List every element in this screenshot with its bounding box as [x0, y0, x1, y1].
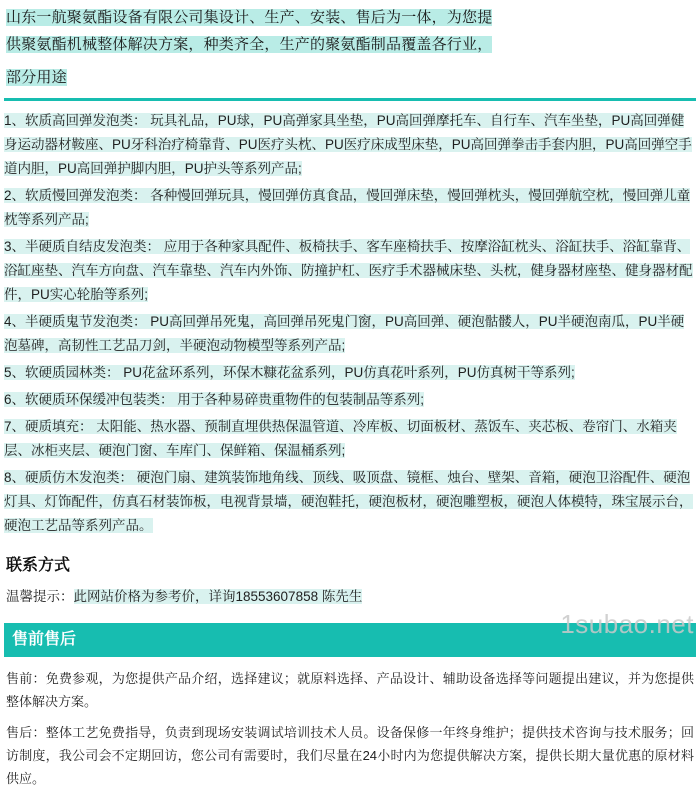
- intro-line-2-text: 供聚氨酯机械整体解决方案，种类齐全，生产的聚氨酯制品覆盖各行业，: [6, 36, 493, 53]
- contact-tip: [6, 585, 696, 609]
- contact-title: 联系方式: [6, 557, 71, 574]
- intro-paragraph: [4, 0, 696, 91]
- list-item-text: 6、软硬质环保缓冲包装类： 用于各种易碎贵重物件的包装制品等系列;: [4, 392, 425, 407]
- list-item: [4, 235, 696, 307]
- intro-line-2: [6, 31, 694, 58]
- list-item-text: 8、硬质仿木发泡类： 硬泡门扇、建筑装饰地角线、顶线、吸顶盘、镜框、烛台、壁架、音箱，硬泡卫浴配件、硬泡灯具、灯饰配件，仿真石材装饰板，电视背景墙，硬泡鞋托，硬泡板材，硬泡雕塑板，硬泡人体模特，珠宝展示台，硬泡工艺品等系列产品。: [4, 470, 693, 533]
- service-bar-title: 售前售后: [4, 623, 696, 657]
- list-item-text: 2、软质慢回弹发泡类： 各种慢回弹玩具，慢回弹仿真食品，慢回弹床垫，慢回弹枕头，慢回弹航空枕，慢回弹儿童枕等系列产品;: [4, 188, 691, 227]
- intro-line-1-text: 山东一航聚氨酯设备有限公司集设计、生产、安装、售后为一体，为您提: [6, 9, 493, 26]
- intro-line-3: [6, 64, 694, 91]
- contact-tip-label: 温馨提示：: [6, 589, 74, 604]
- service-paragraph-pre-sale: 售前：免费参观，为您提供产品介绍，选择建议；就原料选择、产品设计、辅助设备选择等问题提出建议，并为您提供整体解决方案。: [6, 671, 694, 709]
- watermark: 1subao.net: [560, 609, 694, 639]
- list-item: [4, 466, 696, 538]
- list-item: [4, 415, 696, 463]
- service-paragraph-after-sale: 售后：整体工艺免费指导，负责到现场安装调试培训技术人员。设备保修一年终身维护；提供技术咨询与技术服务；回访制度，我公司会不定期回访，您公司有需要时，我们尽量在24小时内为您提供解决方案，提供长期大量优惠的原材料供应。: [6, 725, 694, 786]
- list-item-text: 3、半硬质自结皮发泡类： 应用于各种家具配件、板椅扶手、客车座椅扶手、按摩浴缸枕头、浴缸扶手、浴缸靠背、浴缸座垫、汽车方向盘、汽车靠垫、汽车内外饰、防撞护杠、医疗手术器械床垫、头枕，健身器材座垫、健身器材配件，PU实心轮胎等系列;: [4, 239, 693, 302]
- uses-list: [4, 109, 696, 538]
- intro-line-3-text: 部分用途: [6, 69, 67, 86]
- list-item: [4, 184, 696, 232]
- list-item-text: 4、半硬质鬼节发泡类： PU高回弹吊死鬼，高回弹吊死鬼门窗，PU高回弹、硬泡骷髅人，PU半硬泡南瓜，PU半硬泡墓碑，高韧性工艺品刀剑，半硬泡动物模型等系列产品;: [4, 314, 685, 353]
- list-item-text: 7、硬质填充： 太阳能、热水器、预制直埋供热保温管道、冷库板、切面板材、蒸饭车、夹芯板、卷帘门、水箱夹层、冰柜夹层、硬泡门窗、车库门、保鲜箱、保温桶系列;: [4, 419, 677, 458]
- contact-tip-body: 此网站价格为参考价，详询18553607858 陈先生: [73, 589, 363, 604]
- list-item: [4, 388, 696, 412]
- intro-line-1: [6, 4, 694, 31]
- teal-divider: [4, 98, 696, 101]
- list-item: [4, 109, 696, 181]
- list-item-text: 1、软质高回弹发泡类： 玩具礼品，PU球，PU高弹家具坐垫，PU高回弹摩托车、自行车、汽车坐垫，PU高回弹健身运动器材鞍座、PU牙科治疗椅靠背、PU医疗头枕、PU医疗床成型床垫，PU高回弹拳击手套内胆，PU高回弹空手道内胆，PU高回弹护脚内胆，PU护头等系列产品;: [4, 113, 692, 176]
- list-item: [4, 310, 696, 358]
- list-item-text: 5、软硬质园林类： PU花盆环系列，环保木糠花盆系列，PU仿真花叶系列，PU仿真树干等系列;: [4, 365, 575, 380]
- list-item: [4, 361, 696, 385]
